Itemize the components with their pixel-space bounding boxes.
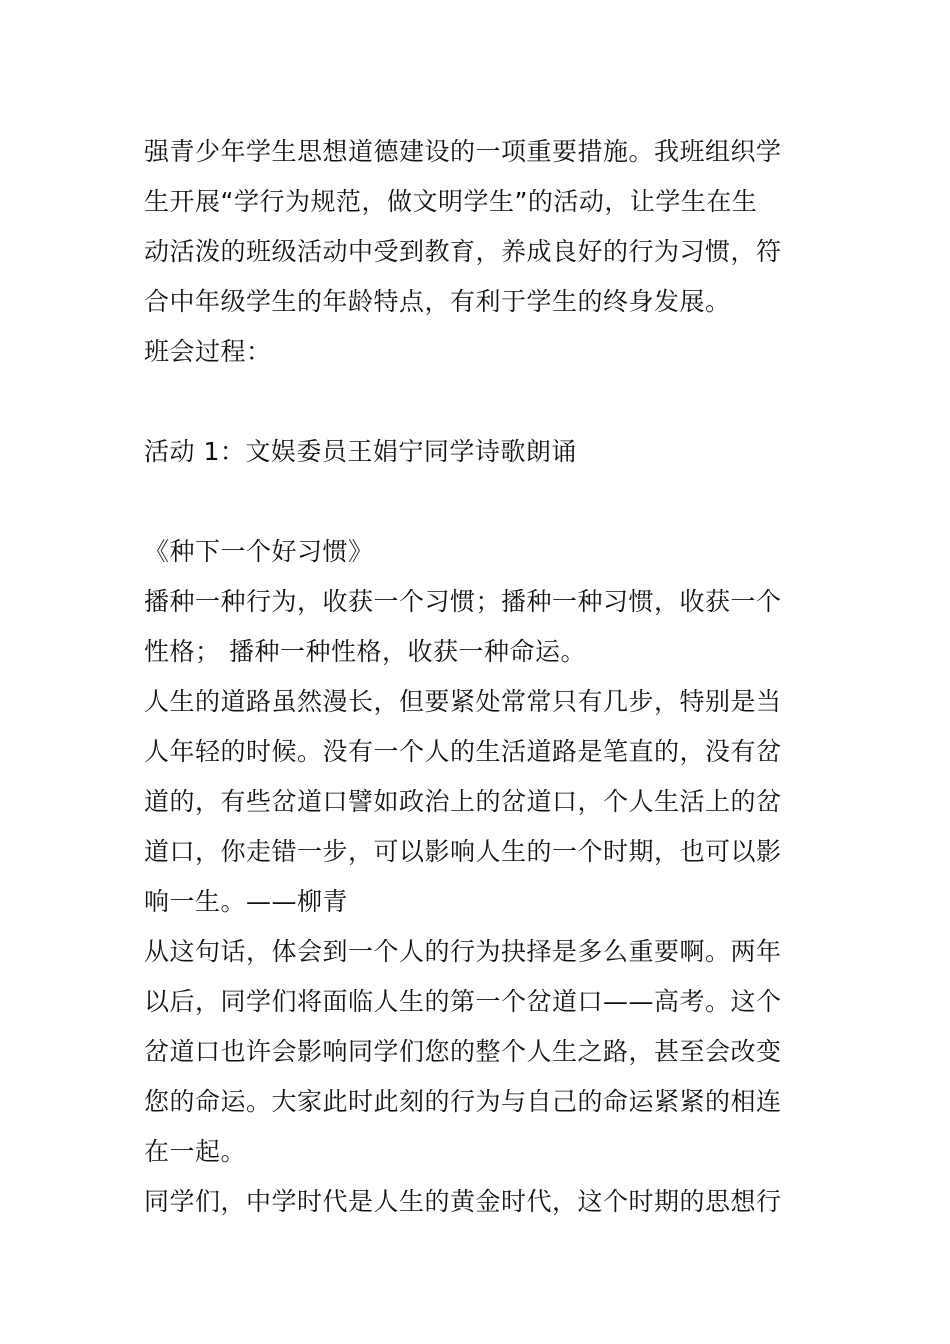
blank-line [144, 377, 824, 427]
text-line: 合中年级学生的年龄特点，有利于学生的终身发展。 [144, 287, 731, 316]
activity-heading: 活动 1：文娱委员王娟宁同学诗歌朗诵 [144, 437, 577, 466]
intro-paragraph [144, 127, 824, 327]
text-line: 道口，你走错一步，可以影响人生的一个时期，也可以影 [144, 837, 782, 866]
closing-paragraph [144, 1177, 824, 1227]
poem-paragraph [144, 577, 824, 677]
reflection-paragraph [144, 927, 824, 1177]
text-line: 人生的道路虽然漫长，但要紧处常常只有几步，特别是当 [144, 687, 782, 716]
text-line: 岔道口也许会影响同学们您的整个人生之路，甚至会改变 [144, 1037, 782, 1066]
text-line: 从这句话，体会到一个人的行为抉择是多么重要啊。两年 [144, 937, 782, 966]
text-line: 性格； 播种一种性格，收获一种命运。 [144, 637, 586, 666]
text-line: 生开展“学行为规范，做文明学生”的活动，让学生在生 [144, 187, 758, 216]
poem-title: 《种下一个好习惯》 [144, 537, 374, 566]
text-line: 人年轻的时候。没有一个人的生活道路是笔直的，没有岔 [144, 737, 782, 766]
blank-line [144, 477, 824, 527]
quote-paragraph [144, 677, 824, 927]
text-line: 动活泼的班级活动中受到教育，养成良好的行为习惯，符 [144, 237, 782, 266]
text-line: 道的，有些岔道口譬如政治上的岔道口，个人生活上的岔 [144, 787, 782, 816]
text-line: 播种一种行为，收获一个习惯；播种一种习惯，收获一个 [144, 587, 782, 616]
text-line: 您的命运。大家此时此刻的行为与自己的命运紧紧的相连 [144, 1087, 782, 1116]
text-line: 强青少年学生思想道德建设的一项重要措施。我班组织学 [144, 137, 782, 166]
text-line: 以后，同学们将面临人生的第一个岔道口——高考。这个 [144, 987, 782, 1016]
text-line: 同学们，中学时代是人生的黄金时代，这个时期的思想行 [144, 1187, 782, 1216]
document-page [144, 127, 824, 1227]
process-heading: 班会过程： [144, 337, 272, 366]
text-line: 响一生。——柳青 [144, 887, 349, 916]
text-line: 在一起。 [144, 1137, 247, 1166]
